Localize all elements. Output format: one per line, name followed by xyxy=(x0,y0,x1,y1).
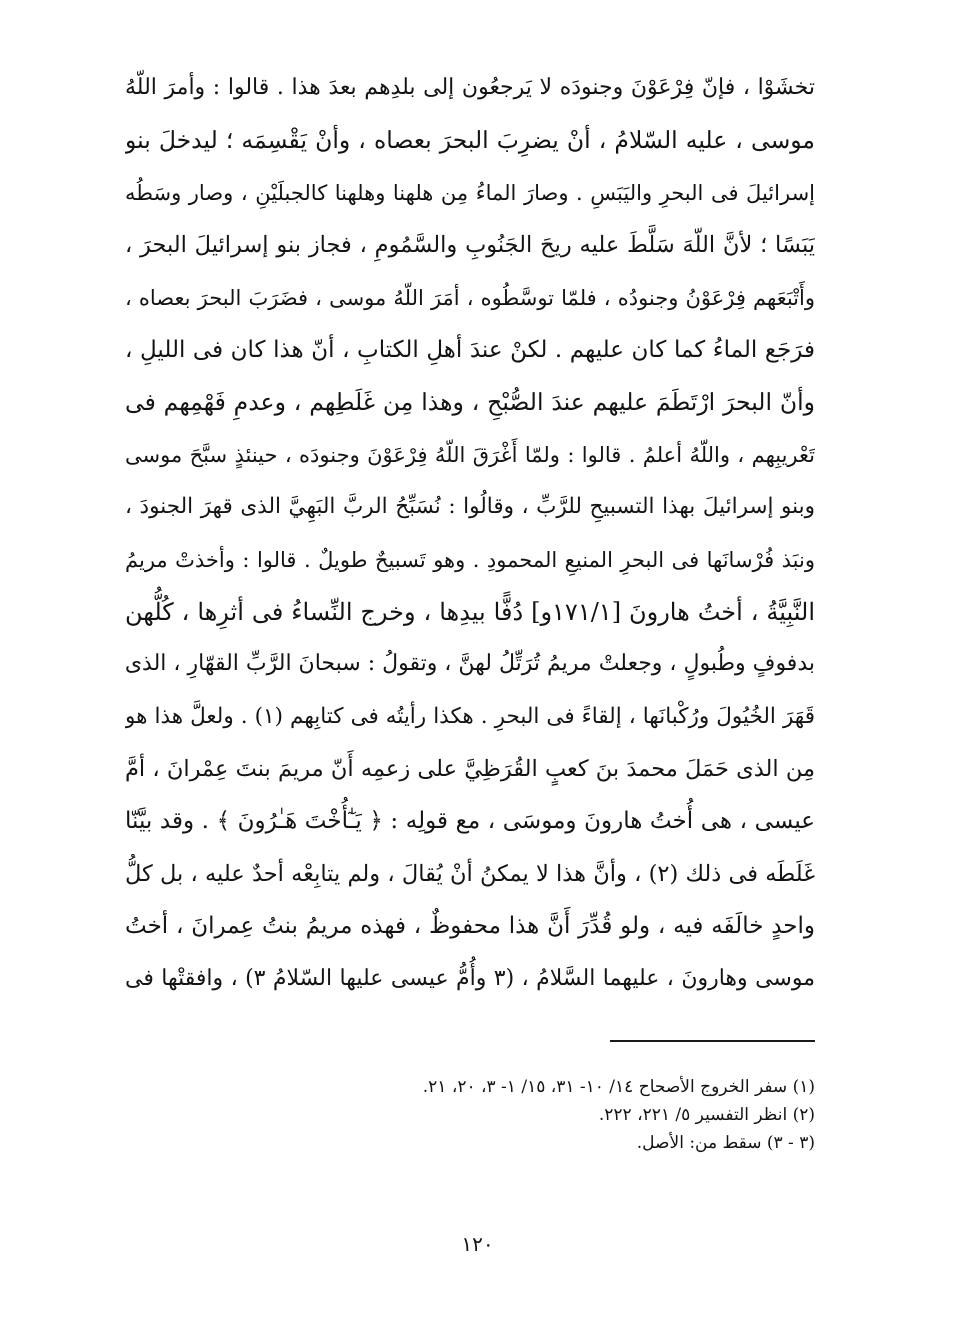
footnote-separator xyxy=(610,1040,815,1042)
footnotes-block xyxy=(125,1073,815,1157)
text-line: غَلَطَه فى ذلك (٢) ، وأنَّ هذا لا يمكنُ أنْ يُقالَ ، ولم يتابِعْه أحدٌ عليه ، بل كلُّ xyxy=(125,860,815,887)
text-line: عيسى ، هى أُختُ هارونَ وموسَى ، مع قولِه : ﴿ يَـٰٓأُخْتَ هَـٰرُونَ ﴾ . وقد بيَّنّا xyxy=(125,808,815,835)
text-line: النَّبِيَّةُ ، أختُ هارونَ [١٧١/١و] دُفًّا بيدِها ، وخرج النِّساءُ فى أثرِها ، كُلُّهن xyxy=(125,597,815,626)
text-line: وبنو إسرائيلَ بهذا التسبيحِ للرَّبِّ ، وقالُوا : نُسَبِّحُ الربَّ البَهِيَّ الذى قهرَ الجنودَ ، xyxy=(125,494,815,520)
text-line: بدفوفٍ وطُبولٍ ، وجعلتْ مريمُ تُرَتِّلُ لهنَّ ، وتقولُ : سبحانَ الرَّبِّ القهّارِ ، الذى xyxy=(125,651,815,677)
text-line: ونبَذ فُرْسانَها فى البحرِ المنيعِ المحمودِ . وهو تَسبيحٌ طويلٌ . قالوا : وأخذتْ مريمُ xyxy=(125,547,815,572)
text-line: مِن الذى حَمَلَ محمدَ بنَ كعبٍ القُرَظِيَّ على زعمِه أَنّ مريمَ بنتَ عِمْرانَ ، أمَّ xyxy=(125,756,815,783)
text-line: فرَجَع الماءُ كما كان عليهم . لكنْ عندَ أهلِ الكتابِ ، أنّ هذا كان فى الليلِ ، xyxy=(125,336,815,363)
text-line: وأنّ البحرَ ارْتَطَمَ عليهم عندَ الصُّبْحِ ، وهذا مِن غَلَطِهم ، وعدمِ فَهْمِهم فى xyxy=(125,388,815,417)
text-line: تَعْريبِهم ، واللّهُ أعلمُ . قالوا : ولمّا أَغْرَقَ اللّهُ فِرْعَوْنَ وجنودَه ، حينئذٍ سبَّحَ موسى xyxy=(125,442,815,467)
text-line: قَهَرَ الخُيُولَ ورُكْبانَها ، إلقاءً فى البحرِ . هكذا رأيتُه فى كتابِهم (١) . ولعلَّ هذا هو xyxy=(125,703,815,729)
footnote-3: (٣ - ٣) سقط من: الأصل. xyxy=(636,1133,815,1153)
text-line: موسى وهارونَ ، عليهما السَّلامُ ، (٣ وأُمُّ عيسى عليها السّلامُ ٣) ، وافقتْها فى xyxy=(125,965,815,991)
page-number: ١٢٠ xyxy=(461,1232,494,1256)
text-line: وأَتْبَعَهم فِرْعَوْنُ وجنودُه ، فلمّا توسَّطُوه ، أمَرَ اللّهُ موسى ، فضَرَبَ البحرَ بعصاه ، xyxy=(125,285,815,310)
text-line: يَبَسًا ؛ لأنَّ اللّهَ سَلَّطَ عليه ريحَ الجَنُوبِ والسَّمُومِ ، فجاز بنو إسرائيلَ البحرَ ، xyxy=(125,232,815,259)
text-line: موسى ، عليه السّلامُ ، أنْ يضرِبَ البحرَ بعصاه ، وأنْ يَقْسِمَه ؛ ليدخلَ بنو xyxy=(125,126,815,155)
text-line: تخشَوْا ، فإنّ فِرْعَوْنَ وجنودَه لا يَرجعُون إلى بلدِهم بعدَ هذا . قالوا : وأمرَ اللّهُ xyxy=(125,75,815,100)
footnote-2: (٢) انظر التفسير ٥/ ٢٢١، ٢٢٢. xyxy=(598,1105,815,1125)
footnote-1: (١) سفر الخروج الأصحاح ١٤/ ١٠- ٣١، ١٥/ ١- ٣، ٢٠، ٢١. xyxy=(422,1077,815,1097)
text-line: واحدٍ خالَفَه فيه ، ولو قُدِّرَ أَنَّ هذا محفوظٌ ، فهذه مريمُ بنتُ عِمرانَ ، أختُ xyxy=(125,913,815,940)
main-text-block xyxy=(125,62,815,1005)
text-line: إسرائيلَ فى البحرِ واليَبَسِ . وصارَ الماءُ مِن هلهنا وهلهنا كالجبلَيْنِ ، وصار وسَطُه xyxy=(125,180,815,205)
